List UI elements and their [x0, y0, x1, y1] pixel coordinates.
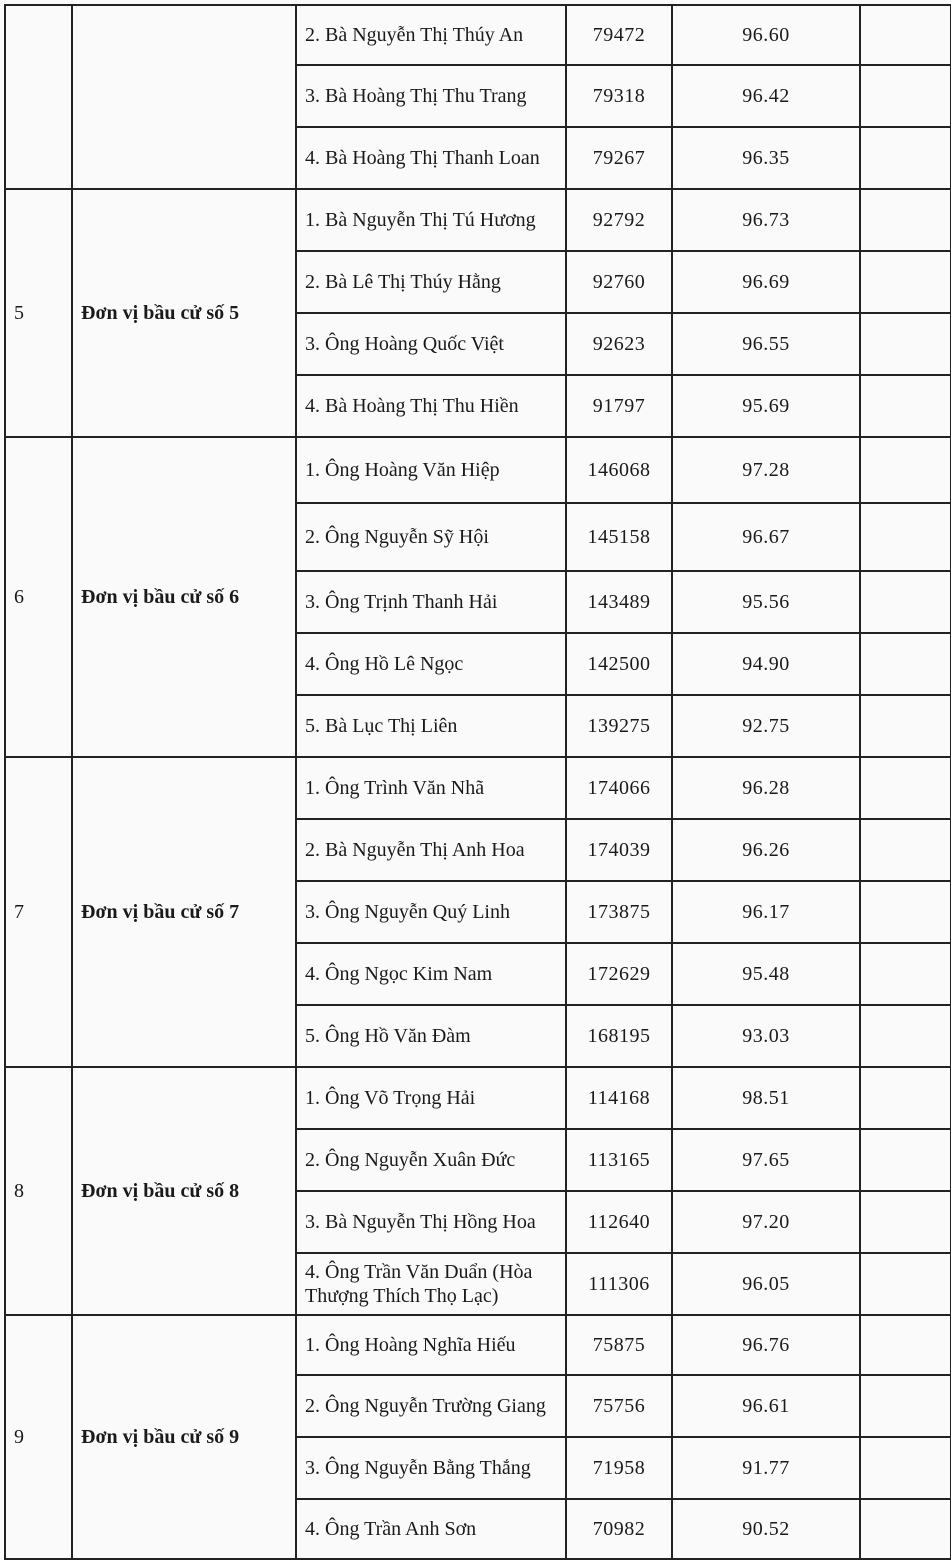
vote-percent: 97.20 — [672, 1191, 860, 1253]
vote-count: 139275 — [566, 695, 672, 757]
note-cell — [860, 65, 951, 127]
vote-count: 143489 — [566, 571, 672, 633]
vote-percent: 91.77 — [672, 1437, 860, 1499]
note-cell — [860, 1005, 951, 1067]
candidate-name: 2. Bà Nguyễn Thị Thúy An — [296, 5, 566, 65]
vote-percent: 96.76 — [672, 1315, 860, 1375]
stt-cell-blank — [5, 5, 72, 189]
vote-count: 112640 — [566, 1191, 672, 1253]
candidate-name: 2. Ông Nguyễn Trường Giang — [296, 1375, 566, 1437]
vote-percent: 96.28 — [672, 757, 860, 819]
vote-count: 75875 — [566, 1315, 672, 1375]
note-cell — [860, 1067, 951, 1129]
candidate-name: 3. Ông Nguyễn Bằng Thắng — [296, 1437, 566, 1499]
vote-percent: 93.03 — [672, 1005, 860, 1067]
vote-percent: 96.61 — [672, 1375, 860, 1437]
candidate-name: 5. Bà Lục Thị Liên — [296, 695, 566, 757]
candidate-name: 2. Bà Nguyễn Thị Anh Hoa — [296, 819, 566, 881]
stt-cell: 8 — [5, 1067, 72, 1315]
candidate-name: 4. Ông Hồ Lê Ngọc — [296, 633, 566, 695]
table-row — [5, 189, 951, 251]
note-cell — [860, 1129, 951, 1191]
vote-count: 79318 — [566, 65, 672, 127]
vote-percent: 95.69 — [672, 375, 860, 437]
candidate-name: 2. Bà Lê Thị Thúy Hằng — [296, 251, 566, 313]
stt-cell: 5 — [5, 189, 72, 437]
vote-count: 92760 — [566, 251, 672, 313]
stt-cell: 9 — [5, 1315, 72, 1559]
vote-percent: 96.26 — [672, 819, 860, 881]
candidate-name: 4. Ông Trần Văn Duẩn (Hòa Thượng Thích Thọ Lạc) — [296, 1253, 566, 1315]
election-results-table — [4, 4, 951, 1560]
vote-percent: 96.73 — [672, 189, 860, 251]
candidate-name: 4. Ông Ngọc Kim Nam — [296, 943, 566, 1005]
candidate-name: 3. Ông Trịnh Thanh Hải — [296, 571, 566, 633]
unit-cell-blank — [72, 5, 296, 189]
candidate-name: 1. Ông Hoàng Văn Hiệp — [296, 437, 566, 503]
vote-percent: 92.75 — [672, 695, 860, 757]
vote-count: 142500 — [566, 633, 672, 695]
vote-count: 172629 — [566, 943, 672, 1005]
vote-percent: 90.52 — [672, 1499, 860, 1559]
table-row — [5, 1315, 951, 1375]
note-cell — [860, 881, 951, 943]
vote-count: 111306 — [566, 1253, 672, 1315]
table-row — [5, 437, 951, 503]
unit-name: Đơn vị bầu cử số 7 — [72, 757, 296, 1067]
note-cell — [860, 1315, 951, 1375]
note-cell — [860, 819, 951, 881]
unit-name: Đơn vị bầu cử số 9 — [72, 1315, 296, 1559]
candidate-name: 3. Ông Nguyễn Quý Linh — [296, 881, 566, 943]
vote-percent: 96.17 — [672, 881, 860, 943]
note-cell — [860, 503, 951, 571]
vote-percent: 94.90 — [672, 633, 860, 695]
vote-percent: 96.67 — [672, 503, 860, 571]
vote-count: 75756 — [566, 1375, 672, 1437]
note-cell — [860, 375, 951, 437]
vote-percent: 97.65 — [672, 1129, 860, 1191]
note-cell — [860, 1253, 951, 1315]
candidate-name: 2. Ông Nguyễn Xuân Đức — [296, 1129, 566, 1191]
note-cell — [860, 571, 951, 633]
vote-percent: 96.35 — [672, 127, 860, 189]
candidate-name: 4. Bà Hoàng Thị Thanh Loan — [296, 127, 566, 189]
note-cell — [860, 1375, 951, 1437]
candidate-name: 4. Ông Trần Anh Sơn — [296, 1499, 566, 1559]
note-cell — [860, 1191, 951, 1253]
vote-count: 91797 — [566, 375, 672, 437]
note-cell — [860, 943, 951, 1005]
vote-count: 168195 — [566, 1005, 672, 1067]
vote-count: 173875 — [566, 881, 672, 943]
note-cell — [860, 757, 951, 819]
vote-count: 71958 — [566, 1437, 672, 1499]
note-cell — [860, 695, 951, 757]
candidate-name: 1. Ông Hoàng Nghĩa Hiếu — [296, 1315, 566, 1375]
stt-cell: 6 — [5, 437, 72, 757]
table-row — [5, 1067, 951, 1129]
vote-percent: 96.05 — [672, 1253, 860, 1315]
table-row — [5, 5, 951, 65]
candidate-name: 3. Ông Hoàng Quốc Việt — [296, 313, 566, 375]
vote-percent: 96.60 — [672, 5, 860, 65]
note-cell — [860, 127, 951, 189]
vote-count: 114168 — [566, 1067, 672, 1129]
note-cell — [860, 251, 951, 313]
vote-percent: 97.28 — [672, 437, 860, 503]
note-cell — [860, 633, 951, 695]
note-cell — [860, 5, 951, 65]
vote-count: 70982 — [566, 1499, 672, 1559]
candidate-name: 4. Bà Hoàng Thị Thu Hiền — [296, 375, 566, 437]
candidate-name: 1. Ông Trình Văn Nhã — [296, 757, 566, 819]
stt-cell: 7 — [5, 757, 72, 1067]
note-cell — [860, 437, 951, 503]
vote-count: 174066 — [566, 757, 672, 819]
vote-count: 174039 — [566, 819, 672, 881]
vote-percent: 96.55 — [672, 313, 860, 375]
vote-percent: 96.69 — [672, 251, 860, 313]
candidate-name: 3. Bà Hoàng Thị Thu Trang — [296, 65, 566, 127]
vote-percent: 95.56 — [672, 571, 860, 633]
candidate-name: 1. Bà Nguyễn Thị Tú Hương — [296, 189, 566, 251]
note-cell — [860, 1499, 951, 1559]
note-cell — [860, 189, 951, 251]
vote-percent: 98.51 — [672, 1067, 860, 1129]
vote-percent: 95.48 — [672, 943, 860, 1005]
vote-percent: 96.42 — [672, 65, 860, 127]
note-cell — [860, 1437, 951, 1499]
unit-name: Đơn vị bầu cử số 6 — [72, 437, 296, 757]
table-row — [5, 757, 951, 819]
candidate-name: 5. Ông Hồ Văn Đàm — [296, 1005, 566, 1067]
vote-count: 79267 — [566, 127, 672, 189]
vote-count: 79472 — [566, 5, 672, 65]
unit-name: Đơn vị bầu cử số 8 — [72, 1067, 296, 1315]
vote-count: 145158 — [566, 503, 672, 571]
vote-count: 113165 — [566, 1129, 672, 1191]
candidate-name: 3. Bà Nguyễn Thị Hồng Hoa — [296, 1191, 566, 1253]
note-cell — [860, 313, 951, 375]
candidate-name: 2. Ông Nguyễn Sỹ Hội — [296, 503, 566, 571]
vote-count: 146068 — [566, 437, 672, 503]
vote-count: 92792 — [566, 189, 672, 251]
vote-count: 92623 — [566, 313, 672, 375]
candidate-name: 1. Ông Võ Trọng Hải — [296, 1067, 566, 1129]
unit-name: Đơn vị bầu cử số 5 — [72, 189, 296, 437]
